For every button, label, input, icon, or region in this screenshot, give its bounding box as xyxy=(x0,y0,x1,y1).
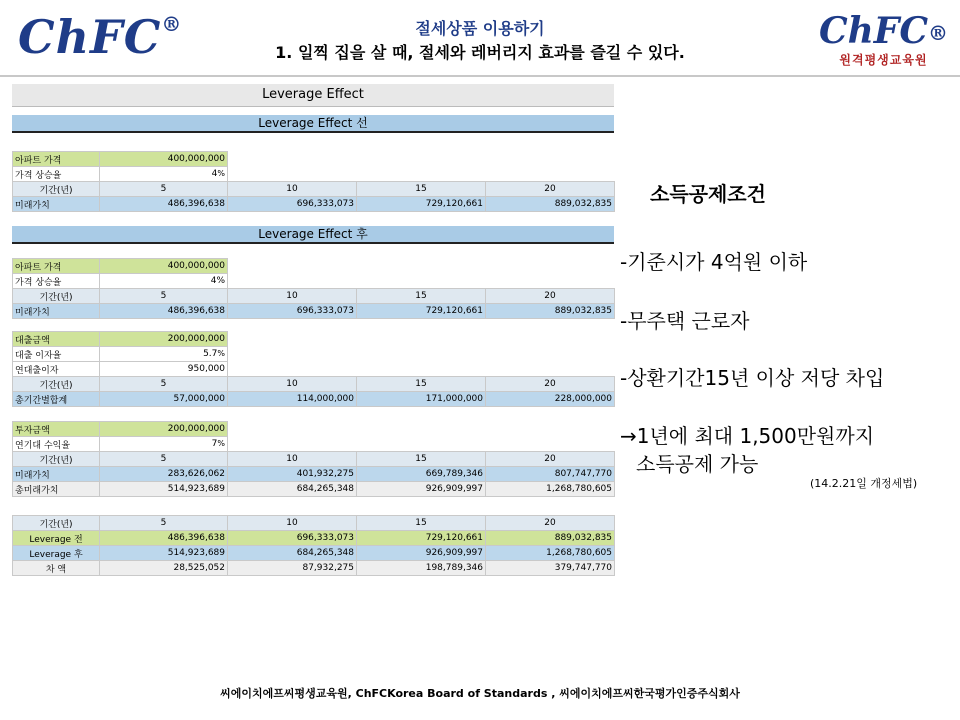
period-cell: 5 xyxy=(100,182,228,197)
future-cell: 486,396,638 xyxy=(100,304,228,319)
slide-title-main: 절세상품 이용하기 xyxy=(415,19,545,38)
period-cell: 15 xyxy=(357,289,486,304)
period-cell: 20 xyxy=(486,377,615,392)
difference-cell: 87,932,275 xyxy=(228,561,357,576)
future-cell: 486,396,638 xyxy=(100,197,228,212)
leverage-before-cell: 729,120,661 xyxy=(357,531,486,546)
loan-amount-value: 200,000,000 xyxy=(100,332,228,347)
rise-label: 가격 상승율 xyxy=(13,167,100,182)
header-divider xyxy=(0,75,960,77)
period-row xyxy=(13,289,615,304)
leverage-before-row xyxy=(13,531,615,546)
chfc-logo-right: ChFC® 원격평생교육원 xyxy=(818,10,948,67)
invest-future-cell: 669,789,346 xyxy=(357,467,486,482)
rise-value: 4% xyxy=(100,274,228,289)
leverage-spreadsheet xyxy=(12,84,614,576)
period-cell: 20 xyxy=(486,289,615,304)
condition-result-cont: 소득공제 가능 xyxy=(636,452,759,476)
period-cell: 5 xyxy=(100,289,228,304)
period-cell: 20 xyxy=(486,452,615,467)
invest-amount-value: 200,000,000 xyxy=(100,422,228,437)
apt-price-label: 아파트 가격 xyxy=(13,152,100,167)
invest-amount-label: 투자금액 xyxy=(13,422,100,437)
future-cell: 729,120,661 xyxy=(357,197,486,212)
period-cell: 10 xyxy=(228,452,357,467)
period-cell: 15 xyxy=(357,182,486,197)
condition-item: -무주택 근로자 xyxy=(620,309,750,333)
after-table xyxy=(12,258,615,319)
period-cell: 5 xyxy=(100,516,228,531)
condition-item: -상환기간15년 이상 저당 차입 xyxy=(620,366,885,390)
apt-price-label: 아파트 가격 xyxy=(13,259,100,274)
invest-future-cell: 401,932,275 xyxy=(228,467,357,482)
invest-total-cell: 514,923,689 xyxy=(100,482,228,497)
tax-law-note: (14.2.21일 개정세법) xyxy=(810,477,918,490)
period-cell: 15 xyxy=(357,452,486,467)
period-label: 기간(년) xyxy=(13,516,100,531)
invest-yield-value: 7% xyxy=(100,437,228,452)
invest-total-label: 총미래가치 xyxy=(13,482,100,497)
future-cell: 696,333,073 xyxy=(228,304,357,319)
leverage-before-cell: 889,032,835 xyxy=(486,531,615,546)
leverage-after-cell: 1,268,780,605 xyxy=(486,546,615,561)
period-cell: 15 xyxy=(357,377,486,392)
period-cell: 10 xyxy=(228,289,357,304)
period-label: 기간(년) xyxy=(13,452,100,467)
slide-title xyxy=(150,18,810,64)
invest-total-cell: 926,909,997 xyxy=(357,482,486,497)
condition-item: -기준시가 4억원 이하 xyxy=(620,250,808,274)
future-cell: 889,032,835 xyxy=(486,197,615,212)
after-band: Leverage Effect 후 xyxy=(12,226,614,244)
logo-right-subtitle: 원격평생교육원 xyxy=(839,53,928,67)
rise-label: 가격 상승율 xyxy=(13,274,100,289)
period-row xyxy=(13,377,615,392)
invest-future-row xyxy=(13,467,615,482)
period-cell: 10 xyxy=(228,516,357,531)
period-cell: 20 xyxy=(486,182,615,197)
period-label: 기간(년) xyxy=(13,289,100,304)
invest-total-cell: 684,265,348 xyxy=(228,482,357,497)
slide-title-sub: 1. 일찍 집을 살 때, 절세와 레버리지 효과를 즐길 수 있다. xyxy=(275,43,685,62)
invest-table xyxy=(12,421,615,497)
leverage-before-cell: 486,396,638 xyxy=(100,531,228,546)
period-cell: 10 xyxy=(228,182,357,197)
apt-price-value: 400,000,000 xyxy=(100,152,228,167)
period-row xyxy=(13,516,615,531)
loan-total-label: 총기간별합계 xyxy=(13,392,100,407)
future-cell: 729,120,661 xyxy=(357,304,486,319)
future-value-row xyxy=(13,197,615,212)
difference-label: 차 액 xyxy=(13,561,100,576)
invest-future-cell: 807,747,770 xyxy=(486,467,615,482)
period-cell: 5 xyxy=(100,377,228,392)
before-band: Leverage Effect 선 xyxy=(12,115,614,133)
leverage-after-cell: 514,923,689 xyxy=(100,546,228,561)
loan-total-row xyxy=(13,392,615,407)
future-cell: 696,333,073 xyxy=(228,197,357,212)
leverage-after-cell: 926,909,997 xyxy=(357,546,486,561)
future-value-row xyxy=(13,304,615,319)
condition-result: →1년에 최대 1,500만원까지 xyxy=(620,424,875,448)
leverage-before-cell: 696,333,073 xyxy=(228,531,357,546)
rise-value: 4% xyxy=(100,167,228,182)
difference-cell: 198,789,346 xyxy=(357,561,486,576)
period-row xyxy=(13,452,615,467)
future-label: 미래가치 xyxy=(13,304,100,319)
leverage-after-cell: 684,265,348 xyxy=(228,546,357,561)
loan-rate-value: 5.7% xyxy=(100,347,228,362)
leverage-before-label: Leverage 전 xyxy=(13,531,100,546)
future-cell: 889,032,835 xyxy=(486,304,615,319)
conditions-title: 소득공제조건 xyxy=(650,182,766,206)
period-cell: 20 xyxy=(486,516,615,531)
sheet-banner: Leverage Effect xyxy=(12,84,614,107)
loan-total-cell: 171,000,000 xyxy=(357,392,486,407)
period-row xyxy=(13,182,615,197)
loan-total-cell: 228,000,000 xyxy=(486,392,615,407)
loan-total-cell: 114,000,000 xyxy=(228,392,357,407)
loan-amount-label: 대출금액 xyxy=(13,332,100,347)
future-label: 미래가치 xyxy=(13,197,100,212)
loan-rate-label: 대출 이자율 xyxy=(13,347,100,362)
period-label: 기간(년) xyxy=(13,377,100,392)
invest-total-row xyxy=(13,482,615,497)
loan-annual-value: 950,000 xyxy=(100,362,228,377)
difference-row xyxy=(13,561,615,576)
period-cell: 15 xyxy=(357,516,486,531)
compare-table xyxy=(12,515,615,576)
period-cell: 10 xyxy=(228,377,357,392)
loan-annual-label: 연대출이자 xyxy=(13,362,100,377)
leverage-after-row xyxy=(13,546,615,561)
loan-table xyxy=(12,331,615,407)
period-label: 기간(년) xyxy=(13,182,100,197)
before-table xyxy=(12,151,615,212)
invest-future-cell: 283,626,062 xyxy=(100,467,228,482)
leverage-after-label: Leverage 후 xyxy=(13,546,100,561)
invest-total-cell: 1,268,780,605 xyxy=(486,482,615,497)
footer-copyright: 씨에이치에프씨평생교육원, ChFCKorea Board of Standards , 씨에이치에프씨한국평가인증주식회사 xyxy=(220,687,740,700)
period-cell: 5 xyxy=(100,452,228,467)
chfc-logo-left: ChFC® xyxy=(18,10,183,64)
loan-total-cell: 57,000,000 xyxy=(100,392,228,407)
invest-future-label: 미래가치 xyxy=(13,467,100,482)
difference-cell: 379,747,770 xyxy=(486,561,615,576)
invest-yield-label: 연기대 수익율 xyxy=(13,437,100,452)
difference-cell: 28,525,052 xyxy=(100,561,228,576)
apt-price-value: 400,000,000 xyxy=(100,259,228,274)
